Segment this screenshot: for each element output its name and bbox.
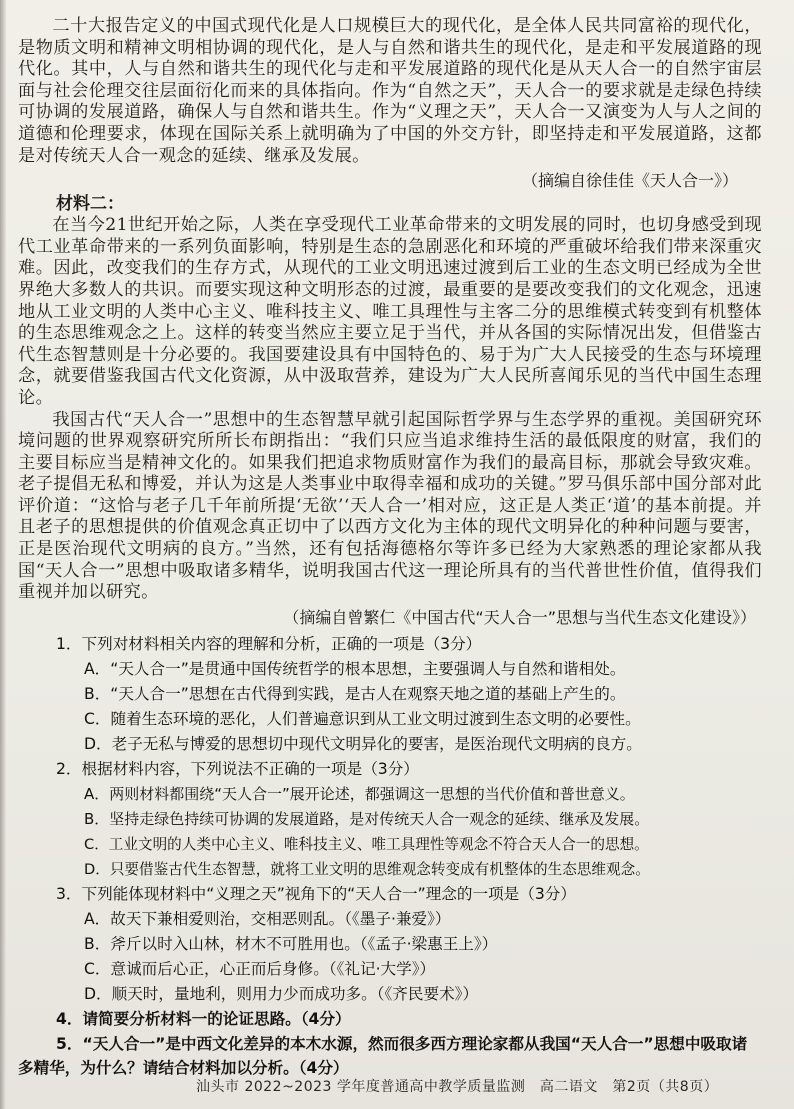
question-1-option-b: B．“天人合一”思想在古代得到实践，是古人在观察天地之道的基础上产生的。 xyxy=(84,684,626,703)
question-3-option-b: B．斧斤以时入山林，材木不可胜用也。（《孟子·梁惠王上》） xyxy=(84,934,498,953)
question-2-option-b: B．坚持走绿色持续可协调的发展道路，是对传统天人合一观念的延续、继承及发展。 xyxy=(84,809,650,828)
question-4-stem: 4．请简要分析材料一的论证思路。（4分） xyxy=(56,1009,351,1028)
material-two-title: 材料二： xyxy=(56,194,124,215)
question-2-option-c: C．工业文明的人类中心主义、唯科技主义、唯工具理性等观念不符合天人合一的思想。 xyxy=(84,835,649,853)
page-footer: 汕头市 2022~2023 学年度普通高中教学质量监测 高二语文 第2页（共8页） xyxy=(196,1079,719,1095)
question-3-option-d: D．顺天时，量地利，则用力少而成功多。（《齐民要术》） xyxy=(84,984,479,1003)
question-1-option-c: C．随着生态环境的恶化，人们普遍意识到从工业文明过渡到生态文明的必要性。 xyxy=(84,709,641,728)
question-section xyxy=(56,632,762,1032)
material-two-paragraph-2: 我国古代“天人合一”思想中的生态智慧早就引起国际哲学界与生态学界的重视。美国研究环境问题的世界观察研究所所长布朗指出：“我们只应当追求维持生活的最低限度的财富，我们的主要目标应当是精神文化的。如果我们把追求物质财富作为我们的最高目标，那就会导致灾难。老子提倡无私和博爱，并认为这是人类事业中取得幸福和成功的关键。”罗马俱乐部中国分部对此评价道：“这恰与老子几千年前所提‘无欲’‘天人合一’相对应，这正是人类正‘道’的基本前提。并且老子的思想提供的价值观念真正切中了以西方文化为主体的现代文明异化的种种问题与要害，正是医治现代文明病的良方。”当然，还有包括海德格尔等许多已经为大家熟悉的理论家都从我国“天人合一”思想中吸取诸多精华，说明我国古代这一理论所具有的当代普世性价值，值得我们重视并加以研究。 xyxy=(18,409,762,603)
question-5-block xyxy=(18,1032,762,1080)
material-one-text: 二十大报告定义的中国式现代化是人口规模巨大的现代化，是全体人民共同富裕的现代化，是物质文明和精神文明相协调的现代化，是人与自然和谐共生的现代化，是走和平发展道路的现代化。其中，人与自然和谐共生的现代化与走和平发展道路的现代化是从天人合一的自然宇宙层面与社会伦理交往层面衍化而来的具体指向。作为“自然之天”，天人合一的要求就是走绿色持续可协调的发展道路，确保人与自然和谐共生。作为“义理之天”，天人合一又演变为人与人之间的道德和伦理要求，体现在国际关系上就明确为了中国的外交方针，即坚持走和平发展道路，这都是对传统天人合一观念的延续、继承及发展。 xyxy=(18,16,762,166)
material-two-paragraph-1: 在当今21世纪开始之际，人类在享受现代工业革命带来的文明发展的同时，也切身感受到现代工业革命带来的一系列负面影响，特别是生态的急剧恶化和环境的严重破坏给我们带来深重灾难。因此，改变我们的生存方式，从现代的工业文明迅速过渡到后工业的生态文明已经成为全世界绝大多数人的共识。而要实现这种文明形态的过渡，最重要的是要改变我们的文化观念，迅速地从工业文明的人类中心主义、唯科技主义、唯工具理性与主客二分的思维模式转变到有机整体的生态思维观念之上。这样的转变当然应主要立足于当代，并从各国的实际情况出发，但借鉴古代生态智慧则是十分必要的。我国要建设具有中国特色的、易于为广大人民接受的生态与环境理念，就要借鉴我国古代文化资源，从中汲取营养，建设为广大人民所喜闻乐见的当代中国生态理论。 xyxy=(18,215,762,408)
material-one xyxy=(18,16,762,167)
question-1-option-d: D．老子无私与博爱的思想切中现代文明异化的要害，是医治现代文明病的良方。 xyxy=(84,734,642,753)
material-two xyxy=(18,215,762,604)
question-3-stem: 3．下列能体现材料中“义理之天”视角下的“天人合一”理念的一项是（3分） xyxy=(56,884,576,903)
page-content xyxy=(18,12,762,1080)
question-1-option-a: A．“天人合一”是贯通中国传统哲学的根本思想，主要强调人与自然和谐相处。 xyxy=(84,659,626,678)
question-2-option-d: D．只要借鉴古代生态智慧，就将工业文明的思维观念转变成有机整体的生态思维观念。 xyxy=(84,860,650,878)
question-1-stem: 1．下列对材料相关内容的理解和分析，正确的一项是（3分） xyxy=(56,634,482,653)
question-2-option-a: A．两则材料都围绕“天人合一”展开论述，都强调这一思想的当代价值和普世意义。 xyxy=(84,784,635,803)
material-one-source: （摘编自徐佳佳《天人合一》） xyxy=(521,171,738,191)
page-edge-shadow xyxy=(0,0,6,1109)
material-two-source: （摘编自曾繁仁《中国古代“天人合一”思想与当代生态文化建设》） xyxy=(283,607,756,627)
question-3-option-c: C．意诚而后心正，心正而后身修。（《礼记·大学》） xyxy=(84,959,436,978)
question-3-option-a: A．故天下兼相爱则治，交相恶则乱。（《墨子·兼爱》） xyxy=(84,909,451,928)
question-2-stem: 2．根据材料内容，下列说法不正确的一项是（3分） xyxy=(56,759,419,778)
question-5-stem: 5．“天人合一”是中西文化差异的本木水源，然而很多西方理论家都从我国“天人合一”思想中吸取诸多精华，为什么？请结合材料加以分析。（4分） xyxy=(18,1034,748,1077)
